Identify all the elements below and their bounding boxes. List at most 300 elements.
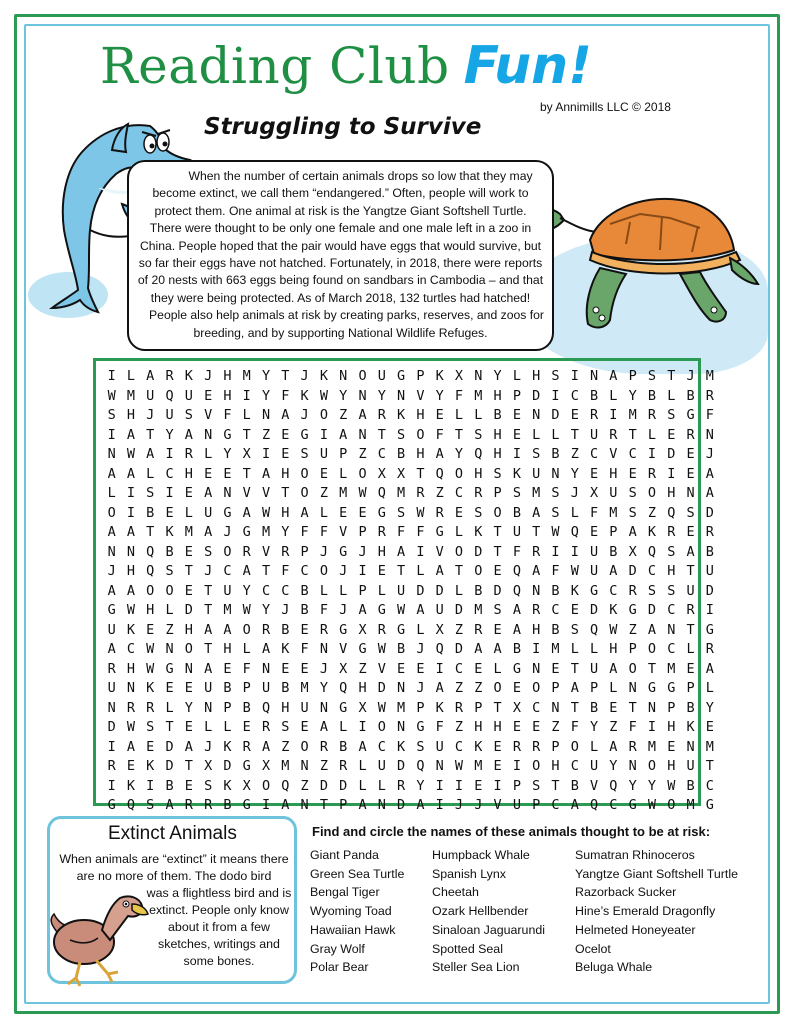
grid-letter[interactable]: E: [628, 465, 637, 482]
grid-letter[interactable]: K: [609, 602, 618, 618]
grid-letter[interactable]: M: [261, 524, 271, 540]
grid-letter[interactable]: O: [532, 758, 541, 774]
grid-letter[interactable]: L: [474, 407, 483, 423]
grid-letter[interactable]: L: [454, 407, 464, 423]
grid-letter[interactable]: D: [551, 407, 560, 423]
grid-letter[interactable]: U: [165, 407, 174, 423]
grid-letter[interactable]: W: [667, 777, 676, 794]
grid-letter[interactable]: P: [339, 446, 348, 462]
grid-letter[interactable]: K: [126, 777, 136, 794]
grid-letter[interactable]: V: [435, 543, 444, 560]
grid-letter[interactable]: N: [628, 680, 637, 696]
grid-letter[interactable]: C: [609, 797, 618, 813]
grid-letter[interactable]: H: [493, 446, 502, 462]
grid-letter[interactable]: Q: [590, 797, 599, 813]
grid-letter[interactable]: O: [146, 582, 155, 599]
grid-letter[interactable]: L: [493, 660, 502, 677]
grid-letter[interactable]: E: [686, 446, 695, 462]
grid-letter[interactable]: D: [377, 680, 386, 696]
grid-letter[interactable]: T: [686, 621, 695, 638]
grid-letter[interactable]: M: [628, 407, 637, 423]
grid-letter[interactable]: I: [242, 387, 251, 404]
grid-letter[interactable]: D: [397, 797, 406, 813]
grid-letter[interactable]: A: [204, 660, 213, 677]
grid-letter[interactable]: A: [261, 738, 271, 755]
grid-letter[interactable]: U: [377, 368, 386, 384]
grid-letter[interactable]: N: [686, 485, 695, 501]
grid-letter[interactable]: T: [397, 563, 406, 579]
grid-letter[interactable]: W: [377, 641, 386, 657]
grid-letter[interactable]: W: [416, 504, 425, 521]
grid-letter[interactable]: E: [319, 465, 328, 482]
grid-letter[interactable]: E: [223, 465, 232, 482]
grid-letter[interactable]: L: [590, 738, 599, 755]
grid-letter[interactable]: P: [358, 524, 367, 540]
grid-letter[interactable]: L: [165, 602, 174, 618]
grid-letter[interactable]: Y: [261, 368, 271, 384]
grid-letter[interactable]: Q: [512, 563, 521, 579]
grid-letter[interactable]: Y: [647, 777, 657, 794]
grid-letter[interactable]: T: [242, 465, 251, 482]
grid-letter[interactable]: R: [647, 407, 657, 423]
grid-letter[interactable]: H: [377, 543, 386, 560]
grid-letter[interactable]: A: [609, 368, 618, 384]
grid-letter[interactable]: Z: [647, 504, 657, 521]
grid-letter[interactable]: W: [146, 660, 155, 677]
grid-letter[interactable]: W: [126, 602, 136, 618]
grid-letter[interactable]: S: [532, 446, 541, 462]
grid-letter[interactable]: T: [377, 426, 386, 443]
grid-letter[interactable]: N: [184, 660, 193, 677]
grid-letter[interactable]: I: [454, 777, 464, 794]
grid-letter[interactable]: A: [204, 524, 213, 540]
grid-letter[interactable]: N: [300, 797, 309, 813]
grid-letter[interactable]: L: [570, 504, 579, 521]
grid-letter[interactable]: L: [126, 368, 136, 384]
grid-letter[interactable]: S: [281, 719, 290, 735]
grid-letter[interactable]: H: [551, 758, 560, 774]
grid-letter[interactable]: R: [705, 524, 714, 540]
grid-letter[interactable]: R: [184, 797, 193, 813]
grid-letter[interactable]: E: [493, 758, 502, 774]
grid-letter[interactable]: L: [532, 426, 541, 443]
grid-letter[interactable]: A: [184, 738, 193, 755]
grid-letter[interactable]: W: [126, 446, 136, 462]
grid-letter[interactable]: S: [493, 602, 502, 618]
grid-letter[interactable]: M: [300, 680, 309, 696]
grid-letter[interactable]: E: [667, 426, 676, 443]
grid-letter[interactable]: O: [377, 719, 386, 735]
grid-letter[interactable]: R: [107, 660, 116, 677]
grid-letter[interactable]: O: [358, 368, 367, 384]
grid-letter[interactable]: T: [628, 426, 637, 443]
grid-letter[interactable]: E: [126, 758, 136, 774]
grid-letter[interactable]: L: [358, 777, 367, 794]
grid-letter[interactable]: S: [628, 504, 637, 521]
grid-letter[interactable]: E: [300, 719, 309, 735]
grid-letter[interactable]: C: [609, 582, 618, 599]
grid-letter[interactable]: E: [339, 504, 348, 521]
grid-letter[interactable]: B: [590, 387, 599, 404]
grid-letter[interactable]: T: [242, 426, 251, 443]
grid-letter[interactable]: Q: [435, 465, 444, 482]
grid-letter[interactable]: E: [281, 660, 290, 677]
grid-letter[interactable]: I: [647, 446, 657, 462]
grid-letter[interactable]: N: [628, 758, 637, 774]
grid-letter[interactable]: B: [223, 680, 232, 696]
grid-letter[interactable]: B: [165, 543, 174, 560]
grid-letter[interactable]: Q: [609, 777, 618, 794]
grid-letter[interactable]: Y: [435, 387, 444, 404]
grid-letter[interactable]: A: [281, 797, 290, 813]
grid-letter[interactable]: H: [667, 563, 676, 579]
grid-letter[interactable]: A: [300, 504, 309, 521]
grid-letter[interactable]: F: [435, 426, 444, 443]
grid-letter[interactable]: O: [300, 738, 309, 755]
grid-letter[interactable]: A: [126, 465, 136, 482]
grid-letter[interactable]: L: [512, 368, 521, 384]
grid-letter[interactable]: U: [107, 680, 116, 696]
grid-letter[interactable]: K: [397, 407, 406, 423]
grid-letter[interactable]: T: [493, 543, 502, 560]
grid-letter[interactable]: O: [165, 582, 174, 599]
grid-letter[interactable]: B: [512, 504, 521, 521]
grid-letter[interactable]: A: [204, 485, 213, 501]
grid-letter[interactable]: X: [204, 758, 213, 774]
grid-letter[interactable]: L: [107, 485, 116, 501]
grid-letter[interactable]: I: [107, 426, 116, 443]
grid-letter[interactable]: G: [590, 582, 599, 599]
grid-letter[interactable]: O: [667, 797, 676, 813]
grid-letter[interactable]: O: [107, 504, 116, 521]
grid-letter[interactable]: R: [184, 446, 193, 462]
grid-letter[interactable]: E: [204, 465, 213, 482]
grid-letter[interactable]: T: [281, 368, 290, 384]
grid-letter[interactable]: A: [126, 524, 136, 540]
grid-letter[interactable]: A: [628, 524, 637, 540]
grid-letter[interactable]: A: [146, 446, 155, 462]
grid-letter[interactable]: R: [590, 407, 599, 423]
grid-letter[interactable]: O: [647, 641, 657, 657]
grid-letter[interactable]: K: [397, 738, 406, 755]
grid-letter[interactable]: T: [570, 426, 579, 443]
grid-letter[interactable]: O: [223, 543, 232, 560]
grid-letter[interactable]: R: [686, 602, 695, 618]
grid-letter[interactable]: D: [647, 602, 657, 618]
grid-letter[interactable]: V: [609, 446, 618, 462]
grid-letter[interactable]: H: [532, 368, 541, 384]
grid-letter[interactable]: G: [628, 602, 637, 618]
grid-letter[interactable]: W: [126, 719, 136, 735]
grid-letter[interactable]: G: [705, 797, 714, 813]
grid-letter[interactable]: O: [261, 777, 271, 794]
grid-letter[interactable]: H: [281, 699, 290, 716]
grid-letter[interactable]: D: [223, 758, 232, 774]
grid-letter[interactable]: N: [532, 582, 541, 599]
grid-letter[interactable]: F: [454, 387, 464, 404]
grid-letter[interactable]: H: [416, 407, 425, 423]
grid-letter[interactable]: W: [242, 602, 251, 618]
grid-letter[interactable]: R: [126, 699, 136, 716]
grid-letter[interactable]: Y: [628, 387, 637, 404]
grid-letter[interactable]: G: [377, 602, 386, 618]
grid-letter[interactable]: X: [242, 777, 251, 794]
grid-letter[interactable]: I: [165, 446, 174, 462]
grid-letter[interactable]: T: [493, 524, 502, 540]
grid-letter[interactable]: K: [512, 465, 521, 482]
grid-letter[interactable]: T: [281, 485, 290, 501]
grid-letter[interactable]: A: [242, 563, 251, 579]
grid-letter[interactable]: P: [416, 368, 425, 384]
grid-letter[interactable]: F: [281, 563, 290, 579]
grid-letter[interactable]: S: [532, 777, 541, 794]
grid-letter[interactable]: N: [204, 426, 213, 443]
grid-letter[interactable]: E: [570, 407, 579, 423]
grid-letter[interactable]: O: [570, 738, 579, 755]
grid-letter[interactable]: Q: [339, 680, 348, 696]
grid-letter[interactable]: A: [705, 465, 714, 482]
grid-letter[interactable]: T: [570, 699, 579, 716]
grid-letter[interactable]: D: [416, 582, 425, 599]
grid-letter[interactable]: C: [454, 485, 464, 501]
grid-letter[interactable]: N: [261, 660, 271, 677]
grid-letter[interactable]: D: [165, 738, 174, 755]
grid-letter[interactable]: Q: [435, 641, 444, 657]
grid-letter[interactable]: R: [319, 621, 328, 638]
grid-letter[interactable]: T: [184, 758, 193, 774]
grid-letter[interactable]: M: [397, 699, 406, 716]
grid-letter[interactable]: M: [474, 602, 483, 618]
grid-letter[interactable]: P: [493, 485, 502, 501]
grid-letter[interactable]: M: [281, 758, 290, 774]
grid-letter[interactable]: Q: [416, 758, 425, 774]
grid-letter[interactable]: R: [339, 758, 348, 774]
grid-letter[interactable]: I: [435, 660, 444, 677]
grid-letter[interactable]: L: [377, 582, 386, 599]
grid-letter[interactable]: A: [223, 621, 232, 638]
grid-letter[interactable]: J: [204, 368, 213, 384]
grid-letter[interactable]: U: [377, 758, 386, 774]
grid-letter[interactable]: C: [570, 758, 579, 774]
grid-letter[interactable]: U: [590, 563, 599, 579]
grid-letter[interactable]: C: [377, 446, 386, 462]
grid-letter[interactable]: L: [416, 563, 425, 579]
grid-letter[interactable]: U: [590, 543, 599, 560]
grid-letter[interactable]: H: [126, 563, 136, 579]
grid-letter[interactable]: H: [667, 758, 676, 774]
grid-letter[interactable]: X: [435, 621, 444, 638]
grid-letter[interactable]: V: [493, 797, 502, 813]
grid-letter[interactable]: T: [146, 524, 155, 540]
grid-letter[interactable]: L: [570, 641, 579, 657]
grid-letter[interactable]: D: [397, 758, 406, 774]
grid-letter[interactable]: W: [570, 563, 579, 579]
grid-letter[interactable]: R: [532, 543, 541, 560]
grid-letter[interactable]: Q: [261, 699, 271, 716]
grid-letter[interactable]: L: [223, 719, 232, 735]
grid-letter[interactable]: P: [223, 699, 232, 716]
grid-letter[interactable]: Y: [281, 524, 290, 540]
grid-letter[interactable]: A: [107, 582, 116, 599]
grid-letter[interactable]: C: [223, 563, 232, 579]
grid-letter[interactable]: N: [686, 738, 695, 755]
grid-letter[interactable]: E: [397, 660, 406, 677]
grid-letter[interactable]: L: [242, 641, 251, 657]
grid-letter[interactable]: W: [551, 524, 560, 540]
grid-letter[interactable]: K: [435, 368, 444, 384]
grid-letter[interactable]: S: [146, 719, 155, 735]
grid-letter[interactable]: K: [126, 621, 136, 638]
grid-letter[interactable]: L: [358, 758, 367, 774]
grid-letter[interactable]: M: [397, 485, 406, 501]
grid-letter[interactable]: R: [647, 465, 657, 482]
grid-letter[interactable]: P: [416, 699, 425, 716]
grid-letter[interactable]: K: [474, 524, 483, 540]
grid-letter[interactable]: I: [319, 426, 328, 443]
grid-letter[interactable]: A: [686, 543, 695, 560]
grid-letter[interactable]: H: [416, 446, 425, 462]
grid-letter[interactable]: G: [242, 758, 251, 774]
grid-letter[interactable]: I: [551, 543, 560, 560]
grid-letter[interactable]: U: [686, 758, 695, 774]
grid-letter[interactable]: O: [474, 563, 483, 579]
grid-letter[interactable]: R: [532, 738, 541, 755]
grid-letter[interactable]: W: [261, 504, 271, 521]
grid-letter[interactable]: B: [590, 699, 599, 716]
grid-letter[interactable]: P: [474, 699, 483, 716]
grid-letter[interactable]: I: [261, 797, 271, 813]
grid-letter[interactable]: I: [512, 446, 521, 462]
grid-letter[interactable]: R: [454, 699, 464, 716]
grid-letter[interactable]: S: [184, 407, 193, 423]
grid-letter[interactable]: R: [474, 621, 483, 638]
grid-letter[interactable]: H: [532, 621, 541, 638]
grid-letter[interactable]: B: [300, 602, 309, 618]
grid-letter[interactable]: K: [223, 738, 232, 755]
grid-letter[interactable]: X: [358, 699, 367, 716]
grid-letter[interactable]: Q: [474, 446, 483, 462]
grid-letter[interactable]: R: [377, 524, 386, 540]
grid-letter[interactable]: L: [339, 582, 348, 599]
grid-letter[interactable]: K: [435, 699, 444, 716]
grid-letter[interactable]: C: [551, 602, 560, 618]
grid-letter[interactable]: L: [184, 504, 193, 521]
grid-letter[interactable]: X: [339, 660, 348, 677]
grid-letter[interactable]: S: [551, 368, 560, 384]
grid-letter[interactable]: T: [204, 602, 213, 618]
grid-letter[interactable]: G: [705, 621, 714, 638]
grid-letter[interactable]: N: [358, 426, 367, 443]
grid-letter[interactable]: A: [107, 641, 116, 657]
grid-letter[interactable]: F: [300, 524, 309, 540]
grid-letter[interactable]: N: [204, 699, 213, 716]
grid-letter[interactable]: O: [454, 465, 464, 482]
grid-letter[interactable]: T: [204, 641, 213, 657]
grid-letter[interactable]: U: [532, 465, 541, 482]
grid-letter[interactable]: F: [223, 407, 232, 423]
grid-letter[interactable]: P: [532, 797, 541, 813]
grid-letter[interactable]: B: [397, 641, 406, 657]
grid-letter[interactable]: G: [339, 621, 348, 638]
grid-letter[interactable]: B: [686, 777, 695, 794]
grid-letter[interactable]: Z: [358, 446, 367, 462]
grid-letter[interactable]: J: [339, 563, 348, 579]
grid-letter[interactable]: N: [474, 368, 483, 384]
grid-letter[interactable]: C: [454, 660, 464, 677]
grid-letter[interactable]: E: [512, 426, 521, 443]
grid-letter[interactable]: E: [184, 680, 193, 696]
grid-letter[interactable]: B: [493, 407, 502, 423]
grid-letter[interactable]: P: [512, 387, 521, 404]
grid-letter[interactable]: T: [570, 660, 579, 677]
grid-letter[interactable]: Z: [339, 407, 348, 423]
grid-letter[interactable]: V: [261, 485, 271, 501]
grid-letter[interactable]: S: [204, 777, 213, 794]
grid-letter[interactable]: E: [532, 719, 541, 735]
grid-letter[interactable]: P: [551, 680, 560, 696]
grid-letter[interactable]: D: [165, 758, 174, 774]
grid-letter[interactable]: A: [532, 563, 541, 579]
grid-letter[interactable]: E: [512, 680, 521, 696]
grid-letter[interactable]: Q: [647, 543, 657, 560]
grid-letter[interactable]: C: [628, 446, 637, 462]
grid-letter[interactable]: E: [165, 504, 174, 521]
grid-letter[interactable]: I: [126, 504, 136, 521]
grid-letter[interactable]: U: [319, 446, 328, 462]
grid-letter[interactable]: U: [590, 758, 599, 774]
grid-letter[interactable]: R: [705, 641, 714, 657]
grid-letter[interactable]: H: [126, 660, 136, 677]
grid-letter[interactable]: P: [686, 680, 695, 696]
grid-letter[interactable]: S: [300, 446, 309, 462]
grid-letter[interactable]: X: [377, 465, 386, 482]
grid-letter[interactable]: E: [435, 407, 444, 423]
grid-letter[interactable]: N: [339, 368, 348, 384]
grid-letter[interactable]: E: [667, 738, 676, 755]
grid-letter[interactable]: H: [126, 407, 136, 423]
grid-letter[interactable]: Z: [609, 719, 618, 735]
grid-letter[interactable]: Z: [570, 446, 579, 462]
grid-letter[interactable]: C: [165, 465, 174, 482]
grid-letter[interactable]: G: [339, 543, 348, 560]
grid-letter[interactable]: E: [300, 621, 309, 638]
grid-letter[interactable]: J: [204, 738, 213, 755]
grid-letter[interactable]: L: [667, 387, 676, 404]
grid-letter[interactable]: O: [184, 641, 193, 657]
grid-letter[interactable]: E: [416, 660, 425, 677]
grid-letter[interactable]: Z: [165, 621, 174, 638]
grid-letter[interactable]: P: [628, 641, 637, 657]
grid-letter[interactable]: Z: [454, 680, 464, 696]
grid-letter[interactable]: B: [281, 621, 290, 638]
grid-letter[interactable]: E: [512, 719, 521, 735]
grid-letter[interactable]: A: [647, 621, 657, 638]
grid-letter[interactable]: F: [705, 407, 714, 423]
grid-letter[interactable]: H: [493, 426, 502, 443]
grid-letter[interactable]: P: [628, 368, 637, 384]
grid-letter[interactable]: R: [609, 426, 618, 443]
grid-letter[interactable]: L: [609, 680, 618, 696]
grid-letter[interactable]: R: [204, 797, 213, 813]
grid-letter[interactable]: T: [667, 368, 676, 384]
grid-letter[interactable]: A: [358, 738, 367, 755]
grid-letter[interactable]: Y: [493, 368, 502, 384]
grid-letter[interactable]: N: [397, 387, 406, 404]
grid-letter[interactable]: E: [242, 719, 251, 735]
grid-letter[interactable]: B: [339, 738, 348, 755]
grid-letter[interactable]: R: [261, 719, 271, 735]
grid-letter[interactable]: J: [358, 543, 367, 560]
